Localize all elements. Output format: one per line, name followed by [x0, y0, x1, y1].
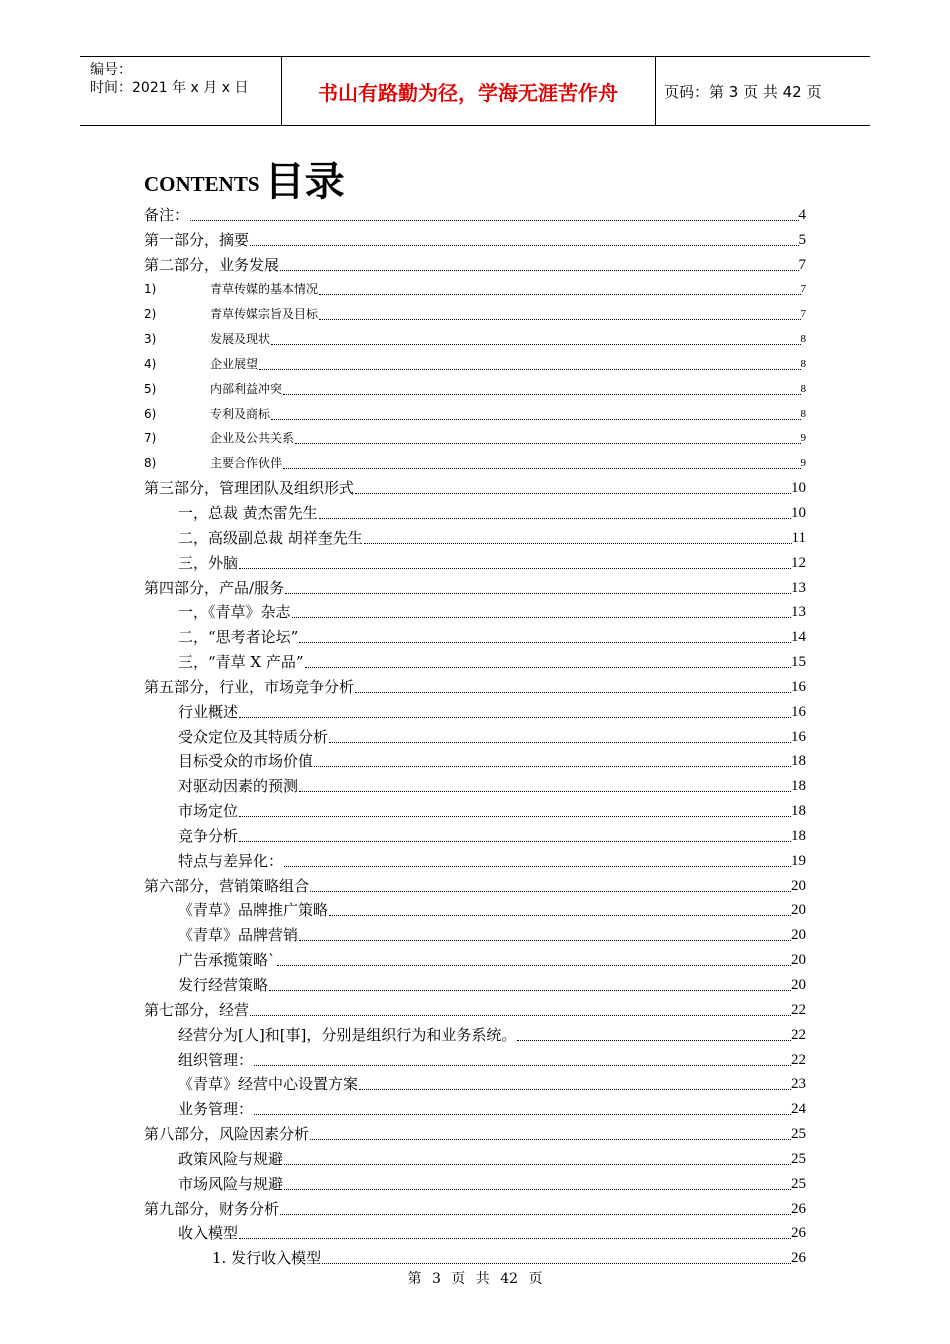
toc-entry[interactable]: [144, 199, 806, 224]
toc-leader: [517, 1039, 791, 1041]
document-date: 时间：2021 年 x 月 x 日: [90, 80, 249, 96]
toc-entry-title: 二，“思考者论坛”: [178, 628, 299, 647]
toc-item-text: 主要合作伙伴: [210, 456, 283, 471]
toc-entry[interactable]: [144, 820, 806, 845]
toc-leader: [310, 1138, 791, 1140]
toc-entry[interactable]: [144, 547, 806, 572]
toc-entry-title: 第四部分，产品/服务: [144, 578, 285, 597]
toc-entry-title: 业务管理：: [178, 1100, 254, 1119]
toc-page-number: 22: [791, 1001, 806, 1018]
toc-leader: [329, 914, 791, 916]
document-number-label: 编号：: [90, 62, 132, 78]
toc-page-number: 13: [791, 579, 806, 596]
toc-entry-title: 《青草》品牌推广策略: [178, 901, 329, 920]
toc-entry-title: 第二部分，业务发展: [144, 255, 280, 274]
toc-entry[interactable]: [144, 969, 806, 994]
toc-page-number: 9: [800, 457, 806, 470]
toc-leader: [283, 393, 800, 395]
toc-entry-title: 受众定位及其特质分析: [178, 727, 329, 746]
toc-item-number: 5): [144, 381, 157, 396]
header-meta-cell: [80, 57, 282, 125]
toc-entry[interactable]: [144, 770, 806, 795]
toc-entry-title: 第六部分，营销策略组合: [144, 876, 310, 895]
toc-entry[interactable]: [144, 671, 806, 696]
toc-item-text: 青草传媒的基本情况: [210, 282, 319, 297]
page-footer: 第 3 页 共 42 页: [407, 1271, 543, 1287]
toc-entry[interactable]: [144, 1069, 806, 1094]
toc-page-number: 4: [798, 206, 806, 223]
toc-page-number: 7: [798, 256, 806, 273]
toc-leader: [285, 592, 791, 594]
toc-entry[interactable]: [144, 845, 806, 870]
toc-leader: [310, 890, 791, 892]
toc-page-number: 8: [800, 357, 806, 370]
toc-page-number: 19: [791, 852, 806, 869]
toc-page-number: 23: [791, 1076, 806, 1093]
toc-leader: [295, 442, 800, 444]
toc-entry[interactable]: [144, 1143, 806, 1168]
toc-entry-title: 组织管理：: [178, 1050, 254, 1069]
header-motto: 书山有路勤为径，学海无涯苦作舟: [281, 57, 656, 125]
toc-entry[interactable]: [144, 621, 806, 646]
toc-leader: [239, 1237, 791, 1239]
toc-entry-title: 目标受众的市场价值: [178, 752, 314, 771]
toc-entry-title: 第七部分，经营: [144, 1000, 250, 1019]
toc-leader: [269, 989, 791, 991]
toc-entry-title: 特点与差异化：: [178, 851, 284, 870]
toc-entry[interactable]: [144, 1193, 806, 1218]
toc-page-number: 20: [791, 977, 806, 993]
title-english: CONTENTS: [144, 172, 260, 196]
toc-page-number: 10: [791, 504, 806, 521]
toc-entry-title: 备注：: [144, 205, 190, 224]
toc-page-number: 26: [791, 1200, 806, 1217]
toc-page-number: 7: [800, 283, 806, 296]
header-page-info: 页码：第 3 页 共 42 页: [664, 82, 822, 101]
toc-entry-title: 发行经营策略: [178, 976, 269, 994]
toc-subentry[interactable]: [144, 423, 806, 448]
toc-subentry[interactable]: [144, 447, 806, 472]
toc-page-number: 16: [791, 678, 806, 695]
toc-entry-title: 对驱动因素的预测: [178, 777, 299, 796]
toc-subentry[interactable]: [144, 348, 806, 373]
toc-entry[interactable]: [144, 944, 806, 969]
toc-page-number: 20: [791, 952, 806, 969]
toc-entry-title: [144, 281, 318, 298]
toc-page-number: 18: [791, 803, 806, 820]
toc-entry[interactable]: [144, 919, 806, 944]
toc-entry-title: 1. 发行收入模型: [212, 1249, 322, 1268]
toc-entry-title: 《青草》经营中心设置方案: [178, 1075, 359, 1094]
toc-entry-title: 市场定位: [178, 802, 239, 821]
toc-entry-title: 行业概述: [178, 702, 239, 721]
toc-item-text: 青草传媒宗旨及目标: [210, 307, 319, 322]
toc-leader: [190, 219, 798, 221]
toc-item-number: 7): [144, 431, 157, 446]
toc-entry-title: [144, 430, 294, 447]
toc-page-number: 20: [791, 877, 806, 894]
toc-entry[interactable]: [144, 994, 806, 1019]
toc-entry[interactable]: [144, 746, 806, 771]
toc-entry[interactable]: [144, 1019, 806, 1044]
toc-page-number: 15: [791, 654, 806, 671]
toc-entry-title: 收入模型: [178, 1224, 239, 1243]
toc-entry[interactable]: [144, 497, 806, 522]
toc-item-number: 6): [144, 406, 157, 421]
toc-subentry[interactable]: [144, 298, 806, 323]
toc-subentry[interactable]: [144, 323, 806, 348]
toc-item-number: 1): [144, 282, 157, 297]
toc-entry-title: 第九部分，财务分析: [144, 1199, 280, 1218]
toc-entry[interactable]: [144, 522, 806, 547]
toc-entry[interactable]: [144, 249, 806, 274]
toc-page-number: 22: [791, 1026, 806, 1043]
toc-leader: [284, 1188, 791, 1190]
toc-page-number: 22: [791, 1051, 806, 1068]
toc-leader: [292, 616, 791, 618]
toc-leader: [319, 517, 791, 519]
toc-page-number: 13: [791, 604, 806, 621]
toc-page-number: 8: [800, 407, 806, 420]
toc-entry-title: 广告承揽策略`: [178, 951, 276, 970]
toc-entry-title: [144, 306, 318, 323]
toc-leader: [299, 939, 791, 941]
toc-entry-title: [144, 331, 270, 348]
toc-leader: [299, 641, 791, 643]
toc-leader: [277, 964, 791, 966]
toc-entry[interactable]: [144, 1242, 806, 1267]
toc-page-number: 20: [791, 927, 806, 944]
toc-leader: [299, 790, 791, 792]
toc-leader: [283, 467, 800, 469]
toc-leader: [254, 1064, 791, 1066]
toc-item-text: 发展及现状: [210, 332, 271, 347]
toc-entry-title: [144, 406, 270, 423]
toc-item-text: 内部利益冲突: [210, 381, 283, 396]
toc-page-number: 18: [791, 753, 806, 770]
toc-entry[interactable]: [144, 646, 806, 671]
toc-leader: [271, 418, 800, 420]
toc-leader: [319, 318, 800, 320]
toc-leader: [259, 368, 800, 370]
toc-leader: [280, 1213, 791, 1215]
toc-entry-title: 第八部分，风险因素分析: [144, 1125, 310, 1144]
toc-entry-title: 竞争分析: [178, 826, 239, 845]
toc-page-number: 16: [791, 703, 806, 720]
toc-leader: [319, 293, 800, 295]
toc-page-number: 18: [791, 827, 806, 844]
toc-page-number: 14: [791, 629, 806, 646]
document-header: [80, 56, 870, 126]
toc-page-number: 11: [791, 529, 806, 546]
toc-entry-title: 第一部分，摘要: [144, 230, 250, 249]
toc-leader: [280, 269, 798, 271]
toc-page-number: 5: [798, 231, 806, 248]
toc-page-number: 25: [791, 1126, 806, 1143]
table-of-contents: [144, 199, 806, 1267]
toc-subentry[interactable]: [144, 398, 806, 423]
toc-page-number: 8: [800, 382, 806, 395]
toc-item-text: 企业及公共关系: [210, 431, 295, 446]
toc-subentry[interactable]: [144, 373, 806, 398]
toc-entry[interactable]: [144, 1093, 806, 1118]
toc-page-number: 16: [791, 728, 806, 745]
toc-leader: [355, 492, 791, 494]
toc-page-number: 7: [800, 308, 806, 321]
toc-leader: [239, 716, 791, 718]
toc-entry-title: 一，《青草》杂志: [178, 603, 291, 622]
toc-item-number: 3): [144, 332, 157, 347]
toc-entry[interactable]: [144, 1118, 806, 1143]
toc-entry-title: 第五部分，行业，市场竞争分析: [144, 677, 355, 696]
toc-leader: [239, 815, 791, 817]
toc-leader: [250, 1014, 791, 1016]
toc-entry-title: 三，外脑: [178, 553, 239, 572]
toc-page-number: 8: [800, 333, 806, 346]
toc-entry-title: 二，高级副总裁 胡祥奎先生: [178, 528, 363, 547]
toc-leader: [284, 1163, 791, 1165]
toc-leader: [364, 542, 792, 544]
toc-page-number: 26: [791, 1225, 806, 1242]
toc-page-number: 12: [791, 554, 806, 571]
toc-item-number: 4): [144, 356, 157, 371]
toc-page-number: 20: [791, 902, 806, 919]
toc-entry[interactable]: [144, 870, 806, 895]
toc-item-number: 8): [144, 456, 157, 471]
toc-entry[interactable]: [144, 572, 806, 597]
toc-entry-title: [144, 455, 282, 472]
toc-leader: [359, 1088, 791, 1090]
toc-entry[interactable]: [144, 721, 806, 746]
toc-leader: [284, 865, 791, 867]
toc-entry[interactable]: [144, 795, 806, 820]
toc-entry-title: 第三部分，管理团队及组织形式: [144, 479, 355, 498]
toc-leader: [314, 765, 791, 767]
title-chinese: 目录: [264, 159, 345, 205]
toc-leader: [254, 1113, 791, 1115]
toc-item-text: 专利及商标: [210, 406, 271, 421]
toc-entry-title: 政策风险与规避: [178, 1149, 284, 1168]
toc-entry-title: 三，“青草 X 产品”: [178, 653, 304, 672]
toc-leader: [305, 666, 791, 668]
toc-page-number: 10: [791, 480, 806, 497]
toc-entry[interactable]: [144, 895, 806, 920]
toc-entry-title: 市场风险与规避: [178, 1174, 284, 1193]
toc-page-number: 25: [791, 1150, 806, 1167]
toc-entry[interactable]: [144, 597, 806, 622]
toc-entry[interactable]: [144, 224, 806, 249]
toc-page-number: 18: [791, 778, 806, 795]
toc-entry[interactable]: [144, 472, 806, 497]
toc-entry[interactable]: [144, 1218, 806, 1243]
toc-entry-title: 经营分为[人]和[事]，分别是组织行为和业务系统。: [178, 1025, 517, 1044]
toc-item-number: 2): [144, 307, 157, 322]
toc-leader: [355, 691, 791, 693]
toc-page-number: 24: [791, 1101, 806, 1118]
toc-page-number: 25: [791, 1175, 806, 1192]
toc-entry[interactable]: [144, 1044, 806, 1069]
toc-entry[interactable]: [144, 696, 806, 721]
toc-entry-title: [144, 356, 258, 373]
toc-leader: [271, 343, 800, 345]
toc-page-number: 9: [800, 432, 806, 445]
toc-entry-title: [144, 381, 282, 398]
toc-leader: [250, 244, 798, 246]
toc-page-number: 26: [791, 1250, 806, 1267]
toc-leader: [322, 1262, 791, 1264]
toc-entry-title: 《青草》品牌营销: [178, 926, 299, 945]
toc-entry[interactable]: [144, 1168, 806, 1193]
toc-item-text: 企业展望: [210, 356, 259, 371]
toc-leader: [329, 741, 791, 743]
toc-leader: [239, 840, 791, 842]
toc-subentry[interactable]: [144, 274, 806, 299]
toc-entry-title: 一，总裁 黄杰雷先生: [178, 503, 318, 522]
toc-leader: [239, 567, 791, 569]
